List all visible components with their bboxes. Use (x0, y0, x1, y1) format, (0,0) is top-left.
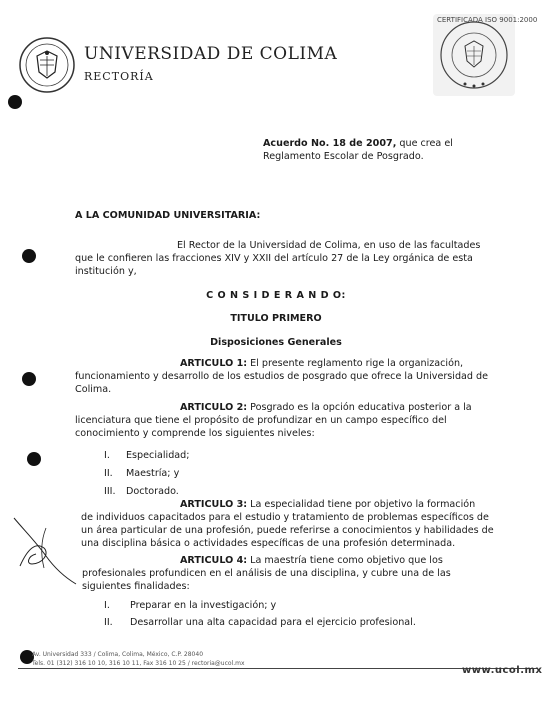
iso-label: CERTIFICADA ISO 9001:2000 (437, 16, 538, 24)
article-3-line: un área particular de una profesión, puede referirse a conocimientos y habilidades de (81, 525, 494, 536)
article-4: ARTICULO 4: La maestría tiene como objetivo que los (180, 555, 443, 566)
footer-address: Av. Universidad 333 / Colima, Colima, México, C.P. 28040 (32, 651, 204, 658)
intro-line: institución y, (75, 266, 137, 277)
iso-seal-icon (433, 14, 515, 96)
intro-line: El Rector de la Universidad de Colima, en uso de las facultades (177, 240, 481, 251)
list-item: II. Desarrollar una alta capacidad para el ejercicio profesional. (104, 617, 416, 628)
article-4-line: profesionales profundicen en el análisis de una disciplina, y cubre una de las (82, 568, 451, 579)
punch-hole (22, 372, 36, 386)
article-1-line: funcionamiento y desarrollo de los estudios de posgrado que ofrece la Universidad de (75, 371, 489, 382)
salutation: A LA COMUNIDAD UNIVERSITARIA: (75, 210, 261, 221)
punch-hole (27, 452, 41, 466)
list-item: III. Doctorado. (104, 486, 179, 497)
article-1-line: Colima. (75, 384, 112, 395)
punch-hole (8, 95, 22, 109)
article-3-line: de individuos capacitados para el estudio y tratamiento de problemas específicos de (81, 512, 489, 523)
agreement-title: Acuerdo No. 18 de 2007, que crea el (263, 138, 453, 149)
footer-divider (18, 668, 538, 669)
agreement-subtitle: Reglamento Escolar de Posgrado. (263, 151, 424, 162)
list-item: I. Especialidad; (104, 450, 190, 461)
university-name: UNIVERSIDAD DE COLIMA (84, 44, 338, 64)
punch-hole (22, 249, 36, 263)
title-heading: TITULO PRIMERO (230, 313, 322, 324)
intro-line: que le confieren las fracciones XIV y XXII del artículo 27 de la Ley orgánica de esta (75, 253, 473, 264)
article-4-line: siguientes finalidades: (82, 581, 190, 592)
footer-phones: Tels. 01 (312) 316 10 10, 316 10 11, Fax 316 10 25 / rectoria@ucol.mx (32, 660, 245, 667)
section-heading: Disposiciones Generales (210, 337, 342, 348)
article-1: ARTICULO 1: El presente reglamento rige la organización, (180, 358, 464, 369)
list-item: II. Maestría; y (104, 468, 180, 479)
iso-certification-stamp (433, 14, 538, 96)
website-link: www.ucol.mx (462, 665, 543, 676)
university-seal-icon (18, 36, 76, 94)
list-item: I. Preparar en la investigación; y (104, 600, 277, 611)
article-2-line: conocimiento y comprende los siguientes niveles: (75, 428, 315, 439)
article-2-line: licenciatura que tiene el propósito de profundizar en un campo específico del (75, 415, 447, 426)
article-3-line: una disciplina básica o actividades específicas de una profesión determinada. (81, 538, 456, 549)
department-name: RECTORÍA (84, 70, 154, 83)
considerando-heading: C O N S I D E R A N D O: (206, 290, 346, 301)
article-2: ARTICULO 2: Posgrado es la opción educativa posterior a la (180, 402, 472, 413)
article-3: ARTICULO 3: La especialidad tiene por objetivo la formación (180, 499, 476, 510)
handwritten-initials-icon (6, 508, 86, 588)
